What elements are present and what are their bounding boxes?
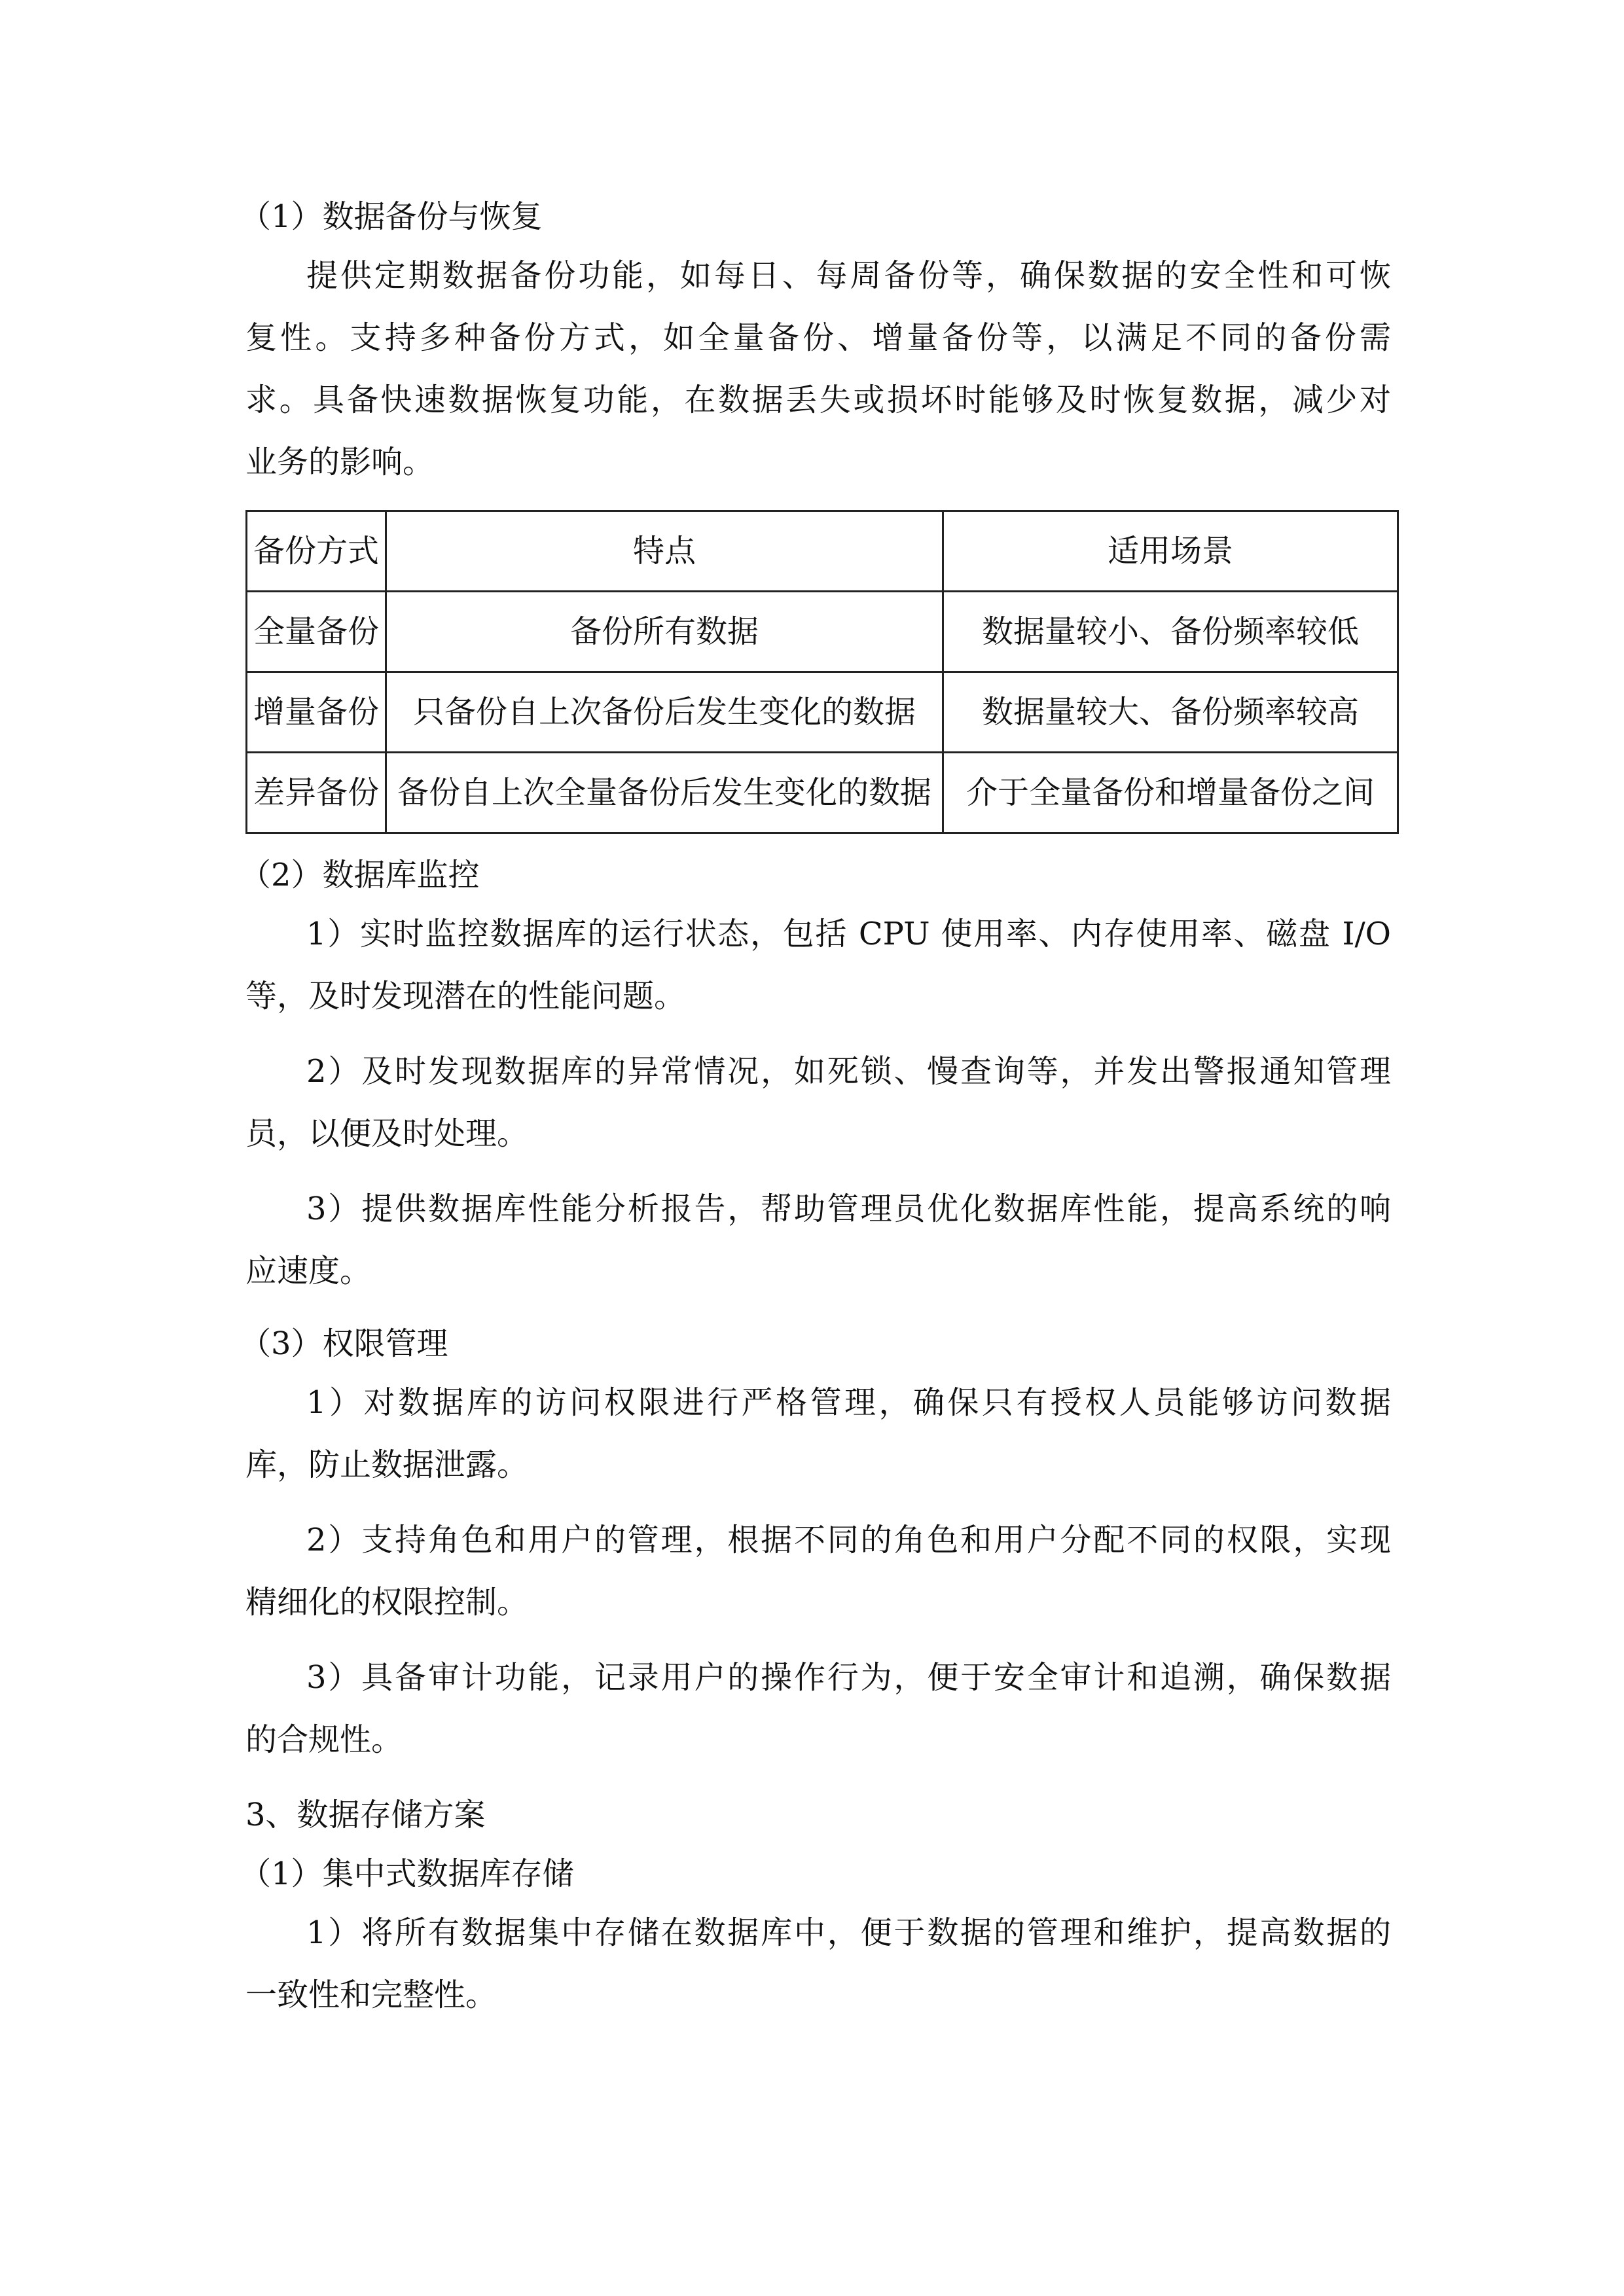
table-row [247,592,1398,672]
paragraph-line: 精细化的权限控制。 [245,1584,529,1621]
paragraph-line: 3）具备审计功能，记录用户的操作行为，便于安全审计和追溯，确保数据 [306,1659,1391,1696]
table-header-cell: 适用场景 [943,511,1398,592]
section-heading-centralized-storage: （1）集中式数据库存储 [240,1856,574,1892]
paragraph-line: 等，及时发现潜在的性能问题。 [245,978,686,1014]
section-title-storage: 3、数据存储方案 [245,1797,486,1833]
section-heading-backup: （1）数据备份与恢复 [240,198,543,235]
table-cell: 增量备份 [247,672,386,753]
table-cell: 介于全量备份和增量备份之间 [943,753,1398,833]
paragraph-line: 员，以便及时处理。 [245,1115,529,1152]
table-cell: 数据量较大、备份频率较高 [943,672,1398,753]
table-header-row [247,511,1398,592]
paragraph-line: 应速度。 [245,1253,372,1289]
section-heading-monitoring: （2）数据库监控 [240,857,480,893]
table-cell: 备份自上次全量备份后发生变化的数据 [386,753,943,833]
table-cell: 只备份自上次备份后发生变化的数据 [386,672,943,753]
paragraph-line: 复性。支持多种备份方式，如全量备份、增量备份等，以满足不同的备份需 [245,319,1391,356]
paragraph-line: 2）及时发现数据库的异常情况，如死锁、慢查询等，并发出警报通知管理 [306,1053,1391,1090]
paragraph-line: 3）提供数据库性能分析报告，帮助管理员优化数据库性能，提高系统的响 [306,1191,1391,1227]
table-header-cell: 特点 [386,511,943,592]
paragraph-line: 的合规性。 [245,1721,403,1758]
paragraph-line: 提供定期数据备份功能，如每日、每周备份等，确保数据的安全性和可恢 [306,257,1391,294]
paragraph-line: 1）对数据库的访问权限进行严格管理，确保只有授权人员能够访问数据 [306,1384,1391,1421]
paragraph-line: 1）实时监控数据库的运行状态，包括 CPU 使用率、内存使用率、磁盘 I/O [306,916,1391,952]
paragraph-line: 求。具备快速数据恢复功能，在数据丢失或损坏时能够及时恢复数据，减少对 [245,382,1391,418]
table-cell: 差异备份 [247,753,386,833]
table-header-cell: 备份方式 [247,511,386,592]
table-cell: 全量备份 [247,592,386,672]
section-heading-permissions: （3）权限管理 [240,1325,448,1362]
paragraph-line: 1）将所有数据集中存储在数据库中，便于数据的管理和维护，提高数据的 [306,1914,1391,1951]
paragraph-line: 一致性和完整性。 [245,1977,497,2013]
table-row [247,672,1398,753]
paragraph-line: 业务的影响。 [245,444,435,480]
backup-methods-table [245,510,1399,834]
table-cell: 备份所有数据 [386,592,943,672]
paragraph-line: 库，防止数据泄露。 [245,1446,529,1483]
table-row [247,753,1398,833]
table-cell: 数据量较小、备份频率较低 [943,592,1398,672]
paragraph-line: 2）支持角色和用户的管理，根据不同的角色和用户分配不同的权限，实现 [306,1522,1391,1558]
